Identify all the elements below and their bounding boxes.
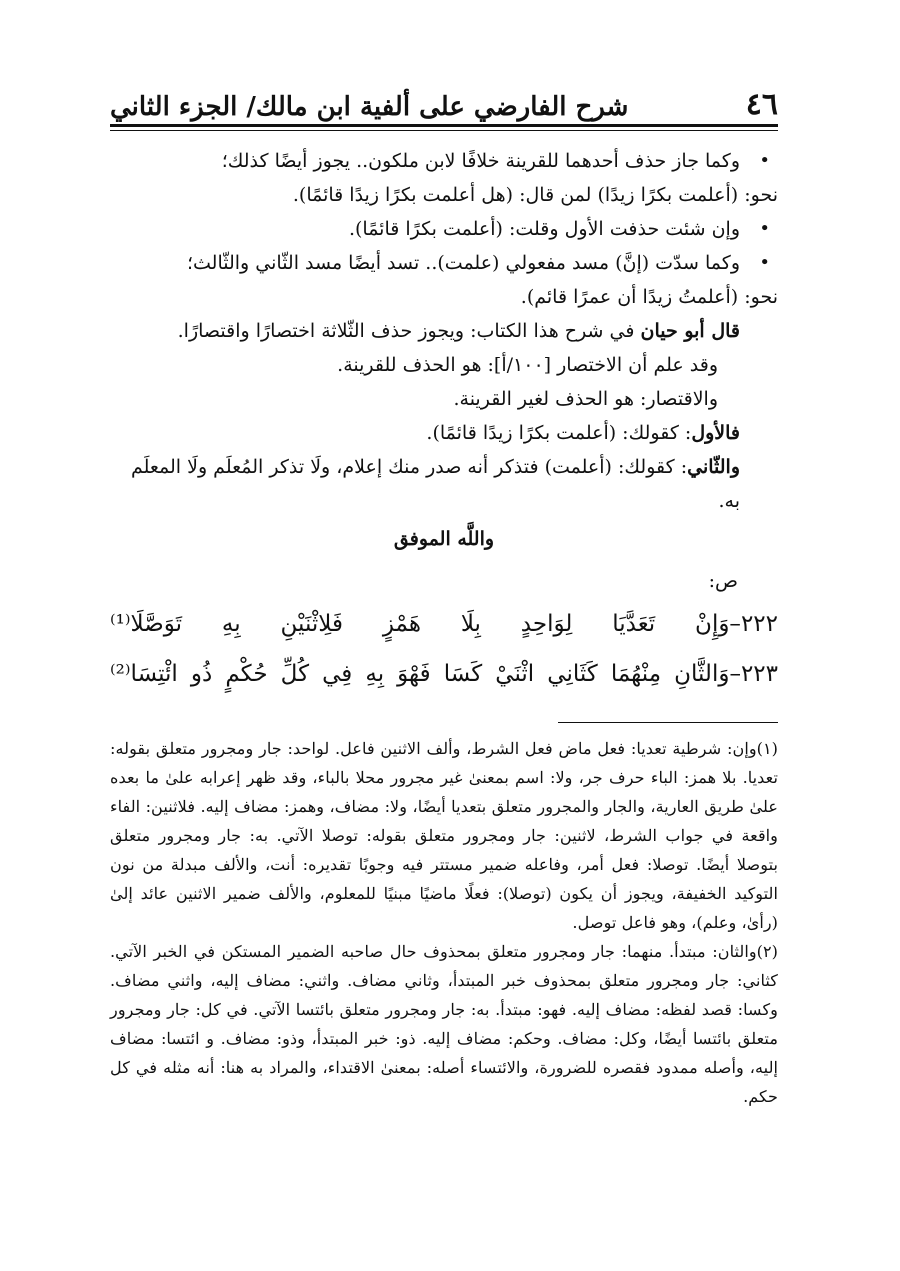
paragraph-lead-abu-hayyan: قال أبو حيان	[640, 320, 740, 342]
header-rule-thick	[110, 124, 778, 127]
verse-word: بِهِ	[365, 661, 385, 687]
paragraph-text-first: : كقولك: (أعلمت بكرًا زيدًا قائمًا).	[426, 422, 692, 444]
verse-word: تَوَصَّلَا⁽¹⁾	[110, 611, 183, 637]
verse-word: كَسَا	[443, 661, 483, 687]
sad-label: ص:	[708, 570, 738, 592]
bullet2-text: وإن شئت حذفت الأول وقلت: (أعلمت بكرًا قائمًا).	[348, 218, 740, 240]
bullet3-line2: نحو: (أعلمتُ زيدًا أن عمرًا قائم).	[520, 286, 778, 308]
verse-word: لِوَاحِدٍ	[520, 611, 573, 637]
paragraph-lead-second: والثّاني	[687, 456, 740, 478]
verse-word: ائْتِسَا⁽²⁾	[110, 661, 178, 687]
footnote-2: (٢)والثان: مبتدأ. منهما: جار ومجرور متعلق بمحذوف حال صاحبه الضمير المستكن في الخبر الآتي. كثاني: جار ومجرور متعلق بمحذوف خبر المبتدأ، وثاني مضاف. واثني: مضاف إليه، واثني مضاف. وكسا: قصد لفظه: مضاف إليه. فهو: مبتدأ. به: جار ومجرور متعلق بائتسا الآتي. في كل: جار ومجرور متعلق بائتسا أيضًا، وكل: مضاف. وحكم: مضاف إليه. ذو: خبر المبتدأ، وذو: مضاف. و ائتسا: مضاف إليه، وأصله ممدود فقصره للضرورة، والائتساء أصله: بمعنىٰ الاقتداء، والمراد به هنا: أنه مثله في كل حكم.	[110, 942, 778, 1106]
bullet3-line1: وكما سدّت (إنَّ) مسد مفعولي (علمت).. تسد أيضًا مسد الثّاني والثّالث؛	[186, 252, 740, 274]
verse-word: فِي	[322, 661, 353, 687]
paragraph-abu-hayyan	[110, 314, 778, 348]
header-rule-thin	[110, 130, 778, 131]
bullet1-line1: وكما جاز حذف أحدهما للقرينة خلافًا لابن ملكون.. يجوز أيضًا كذلك؛	[221, 150, 740, 172]
page-number: ٤٦	[745, 87, 778, 122]
verse-word: فَهْوَ	[397, 661, 431, 687]
footnotes	[110, 734, 778, 1111]
main-text	[110, 144, 778, 698]
verse-word: هَمْزٍ	[382, 611, 421, 637]
paragraph-lead-first: فالأول	[691, 422, 740, 444]
verse-word: بِلَا	[460, 611, 481, 637]
verse-word: ذُو	[190, 661, 213, 687]
footnote-separator	[558, 722, 778, 723]
verse-word: ٢٢٣–وَالثَّانِ	[674, 661, 778, 687]
closing-heading: واللَّه الموفق	[393, 528, 495, 550]
verse-word: مِنْهُمَا	[610, 661, 662, 687]
paragraph-ikhtisar: وقد علم أن الاختصار [١٠٠/أ]: هو الحذف للقرينة.	[337, 354, 718, 376]
bullet-item-1	[110, 144, 778, 178]
paragraph-text-second: : كقولك: (أعلمت) فتذكر أنه صدر منك إعلام، ولَا تذكر المُعلَم ولَا المعلَم به.	[130, 456, 740, 512]
page-header	[110, 78, 778, 122]
verse-word: فَلِاثْنَيْنِ	[280, 611, 344, 637]
bullet1-line2: نحو: (أعلمت بكرًا زيدًا) لمن قال: (هل أعلمت بكرًا زيدًا قائمًا).	[292, 184, 778, 206]
paragraph-iqtisar: والاقتصار: هو الحذف لغير القرينة.	[453, 388, 718, 410]
verse-line-223	[110, 650, 778, 698]
paragraph-text-abu-hayyan: في شرح هذا الكتاب: ويجوز حذف الثّلاثة اختصارًا واقتصارًا.	[177, 320, 641, 342]
verse-word: اثْنَيْ	[495, 661, 535, 687]
bullet-item-2	[110, 212, 778, 246]
verse-word: كُلِّ	[280, 661, 310, 687]
running-title: شرح الفارضي على ألفية ابن مالك/ الجزء الثاني	[110, 92, 629, 122]
footnote-1: (١)وإن: شرطية تعديا: فعل ماض فعل الشرط، وألف الاثنين فاعل. لواحد: جار ومجرور متعلق بقوله: تعديا. بلا همز: الباء حرف جر، ولا: اسم بمعنىٰ غير مجرور محلا بالباء، وقد ظهر إعرابه علىٰ ما بعده علىٰ طريق العارية، والجار والمجرور متعلق بتعديا أيضًا، ولا: مضاف، وهمز: مضاف إليه. فلاثنين: الفاء واقعة في جواب الشرط، لاثنين: جار ومجرور متعلق بقوله: توصلا الآتي. به: جار ومجرور متعلق بتوصلا أيضًا. توصلا: فعل أمر، وفاعله ضمير مستتر فيه وجوبًا تقديره: أنت، والألف مبدلة من نون التوكيد الخفيفة، ويجوز أن يكون (توصلا): فعلًا ماضيًا مبنيًا للمعلوم، والألف ضمير الاثنين عائد إلىٰ (رأىٰ، وعلم)، وهو فاعل توصل.	[110, 739, 778, 932]
paragraph-second	[110, 450, 778, 518]
verse-word: تَعَدَّيَا	[612, 611, 656, 637]
paragraph-first	[110, 416, 778, 450]
verse-word: بِهِ	[221, 611, 241, 637]
verse-word: كَثَانِي	[547, 661, 598, 687]
verse-word: ٢٢٢–وَإِنْ	[695, 611, 778, 637]
bullet-item-3	[110, 246, 778, 280]
verse-word: حُكْمٍ	[225, 661, 268, 687]
verse-line-222	[110, 600, 778, 648]
